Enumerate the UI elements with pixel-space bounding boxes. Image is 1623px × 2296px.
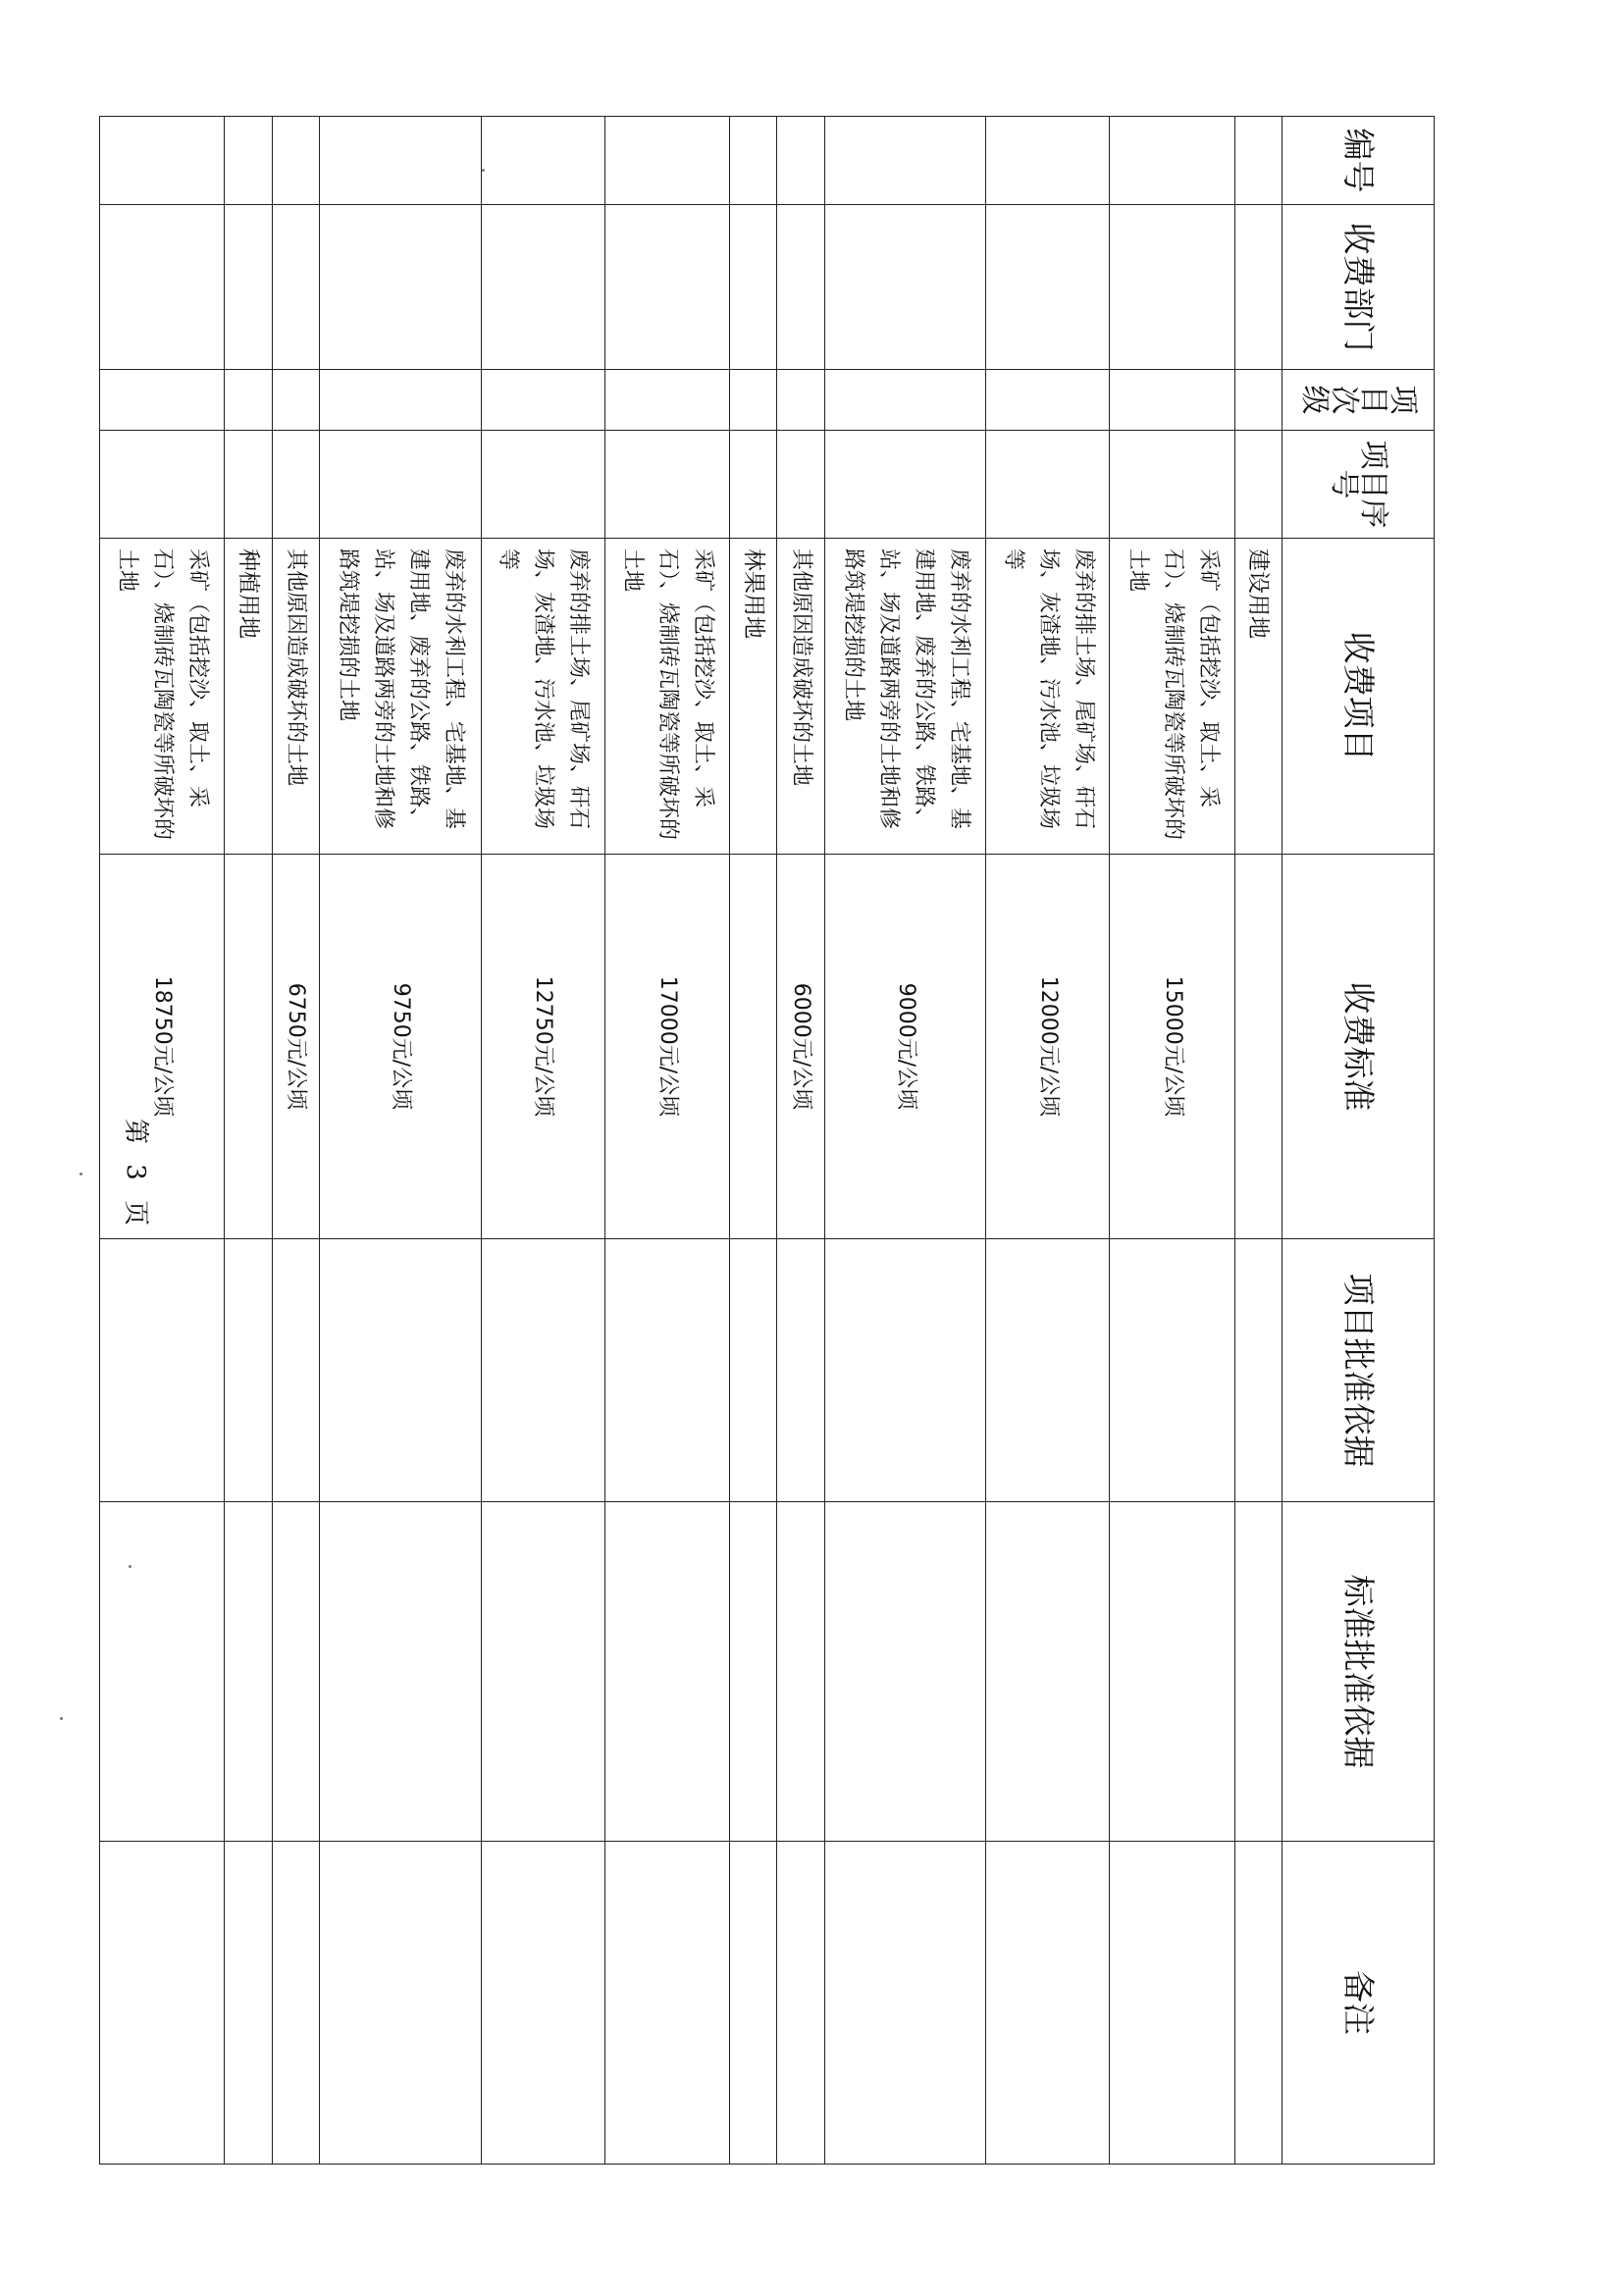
cell-standard: 6000元/公顷	[777, 855, 824, 1239]
scan-speck	[60, 1717, 63, 1720]
cell-id	[604, 117, 729, 205]
header-remarks: 备注	[1283, 1842, 1435, 2165]
cell-seq	[1234, 431, 1282, 539]
header-project-basis: 项目批准依据	[1283, 1239, 1435, 1502]
cell-remarks	[604, 1842, 729, 2165]
cell-project-basis	[1110, 1239, 1234, 1502]
cell-remarks	[272, 1842, 319, 2165]
cell-item: 废弃的水利工程、宅基地、基建用地、废弃的公路、铁路、站、场及道路两旁的土地和修路筑堤挖损的土地	[824, 539, 986, 855]
table-row	[777, 117, 824, 2165]
table-row	[225, 117, 272, 2165]
cell-level	[1110, 370, 1234, 431]
cell-dept	[986, 205, 1110, 370]
cell-remarks	[986, 1842, 1110, 2165]
cell-standard: 15000元/公顷	[1110, 855, 1234, 1239]
header-level: 项目次级	[1283, 370, 1435, 431]
cell-level	[1234, 370, 1282, 431]
table-row	[1234, 117, 1282, 2165]
cell-standard: 12000元/公顷	[986, 855, 1110, 1239]
table-row	[986, 117, 1110, 2165]
cell-standard-basis	[320, 1502, 482, 1842]
header-row	[1283, 117, 1435, 2165]
cell-project-basis	[272, 1239, 319, 1502]
scan-speck	[79, 1173, 82, 1175]
table-row	[272, 117, 319, 2165]
cell-id	[824, 117, 986, 205]
cell-seq	[272, 431, 319, 539]
cell-level	[481, 370, 604, 431]
cell-seq	[320, 431, 482, 539]
cell-standard	[729, 855, 776, 1239]
cell-dept	[824, 205, 986, 370]
cell-level	[604, 370, 729, 431]
table-row	[320, 117, 482, 2165]
cell-id	[1234, 117, 1282, 205]
scan-speck	[482, 169, 485, 172]
cell-project-basis	[1234, 1239, 1282, 1502]
cell-standard: 6750元/公顷	[272, 855, 319, 1239]
cell-remarks	[824, 1842, 986, 2165]
cell-standard-basis	[986, 1502, 1110, 1842]
cell-remarks	[320, 1842, 482, 2165]
cell-seq	[100, 431, 225, 539]
cell-project-basis	[320, 1239, 482, 1502]
cell-item: 采矿（包括挖沙、取土、采石）、烧制砖瓦陶瓷等所破坏的土地	[100, 539, 225, 855]
table-row	[729, 117, 776, 2165]
cell-id	[1110, 117, 1234, 205]
header-standard-basis: 标准批准依据	[1283, 1502, 1435, 1842]
cell-dept	[272, 205, 319, 370]
cell-item: 废弃的排土场、尾矿场、矸石场、灰渣地、污水池、垃圾场等	[986, 539, 1110, 855]
header-id: 编号	[1283, 117, 1435, 205]
cell-level	[320, 370, 482, 431]
cell-level	[729, 370, 776, 431]
cell-item: 采矿（包括挖沙、取土、采石）、烧制砖瓦陶瓷等所破坏的土地	[604, 539, 729, 855]
cell-seq	[986, 431, 1110, 539]
table-row	[604, 117, 729, 2165]
cell-dept	[320, 205, 482, 370]
cell-standard: 9000元/公顷	[824, 855, 986, 1239]
cell-item: 其他原因造成破坏的土地	[272, 539, 319, 855]
cell-id	[729, 117, 776, 205]
cell-level	[824, 370, 986, 431]
cell-dept	[481, 205, 604, 370]
cell-remarks	[1110, 1842, 1234, 2165]
cell-seq	[777, 431, 824, 539]
cell-project-basis	[481, 1239, 604, 1502]
cell-standard-basis	[272, 1502, 319, 1842]
cell-level	[225, 370, 272, 431]
fee-table	[99, 116, 1435, 2165]
cell-standard-basis	[824, 1502, 986, 1842]
cell-item: 林果用地	[729, 539, 776, 855]
cell-item: 采矿（包括挖沙、取土、采石）、烧制砖瓦陶瓷等所破坏的土地	[1110, 539, 1234, 855]
header-dept: 收费部门	[1283, 205, 1435, 370]
cell-seq	[225, 431, 272, 539]
cell-seq	[604, 431, 729, 539]
cell-id	[225, 117, 272, 205]
cell-standard-basis	[1234, 1502, 1282, 1842]
cell-dept	[1110, 205, 1234, 370]
cell-standard	[225, 855, 272, 1239]
header-item: 收费项目	[1283, 539, 1435, 855]
cell-seq	[1110, 431, 1234, 539]
cell-standard-basis	[729, 1502, 776, 1842]
cell-remarks	[100, 1842, 225, 2165]
cell-dept	[729, 205, 776, 370]
cell-project-basis	[824, 1239, 986, 1502]
cell-seq	[481, 431, 604, 539]
cell-item: 废弃的排土场、尾矿场、矸石场、灰渣地、污水池、垃圾场等	[481, 539, 604, 855]
table-row	[481, 117, 604, 2165]
cell-project-basis	[225, 1239, 272, 1502]
cell-id	[320, 117, 482, 205]
table-row	[100, 117, 225, 2165]
cell-standard: 9750元/公顷	[320, 855, 482, 1239]
table-row	[824, 117, 986, 2165]
cell-standard: 17000元/公顷	[604, 855, 729, 1239]
cell-project-basis	[777, 1239, 824, 1502]
cell-standard-basis	[100, 1502, 225, 1842]
cell-id	[272, 117, 319, 205]
cell-item: 种植用地	[225, 539, 272, 855]
cell-dept	[777, 205, 824, 370]
header-standard: 收费标准	[1283, 855, 1435, 1239]
cell-standard-basis	[604, 1502, 729, 1842]
cell-project-basis	[100, 1239, 225, 1502]
cell-project-basis	[604, 1239, 729, 1502]
header-seq: 项目序号	[1283, 431, 1435, 539]
cell-standard	[1234, 855, 1282, 1239]
cell-id	[100, 117, 225, 205]
cell-seq	[729, 431, 776, 539]
cell-level	[986, 370, 1110, 431]
cell-standard: 18750元/公顷	[100, 855, 225, 1239]
cell-id	[481, 117, 604, 205]
table-row	[1110, 117, 1234, 2165]
cell-level	[777, 370, 824, 431]
cell-remarks	[481, 1842, 604, 2165]
cell-item: 其他原因造成破坏的土地	[777, 539, 824, 855]
cell-dept	[225, 205, 272, 370]
cell-remarks	[225, 1842, 272, 2165]
cell-dept	[100, 205, 225, 370]
cell-standard: 12750元/公顷	[481, 855, 604, 1239]
cell-item: 建设用地	[1234, 539, 1282, 855]
cell-standard-basis	[777, 1502, 824, 1842]
cell-project-basis	[986, 1239, 1110, 1502]
scan-speck	[129, 1565, 131, 1568]
cell-level	[272, 370, 319, 431]
cell-id	[777, 117, 824, 205]
cell-remarks	[729, 1842, 776, 2165]
cell-remarks	[1234, 1842, 1282, 2165]
cell-item: 废弃的水利工程、宅基地、基建用地、废弃的公路、铁路、站、场及道路两旁的土地和修路筑堤挖损的土地	[320, 539, 482, 855]
cell-standard-basis	[225, 1502, 272, 1842]
cell-dept	[604, 205, 729, 370]
page-number: 第 3 页	[121, 1119, 150, 1232]
cell-dept	[1234, 205, 1282, 370]
cell-level	[100, 370, 225, 431]
cell-id	[986, 117, 1110, 205]
cell-standard-basis	[481, 1502, 604, 1842]
cell-standard-basis	[1110, 1502, 1234, 1842]
cell-remarks	[777, 1842, 824, 2165]
cell-seq	[824, 431, 986, 539]
cell-project-basis	[729, 1239, 776, 1502]
